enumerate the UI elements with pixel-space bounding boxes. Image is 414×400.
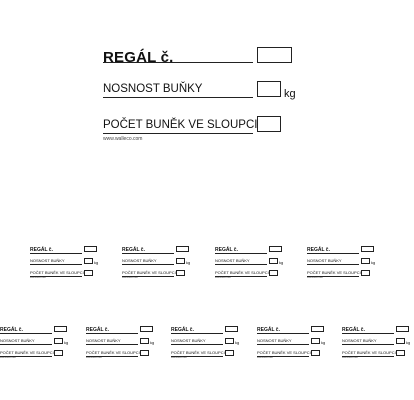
divider-line — [0, 333, 52, 334]
shelf-number-box — [176, 246, 189, 252]
shelf-number-box — [84, 246, 97, 252]
cells-per-column-box — [311, 350, 320, 356]
divider-line — [257, 333, 309, 334]
shelf-number-label: REGÁL č. — [122, 247, 145, 253]
shelf-number-box — [269, 246, 282, 252]
cell-capacity-label: NOSNOST BUŇKY — [342, 338, 377, 343]
cell-capacity-box — [396, 338, 405, 344]
shelf-label-small — [215, 246, 287, 282]
cells-per-column-box — [269, 270, 278, 276]
website-text: www.walleco.com — [86, 357, 102, 359]
divider-line — [30, 253, 82, 254]
weight-unit: kg — [235, 340, 240, 345]
cell-capacity-box — [225, 338, 234, 344]
divider-line — [86, 333, 138, 334]
cells-per-column-label: POČET BUNĚK VE SLOUPCI — [215, 270, 269, 275]
shelf-number-box — [54, 326, 67, 332]
divider-line — [86, 344, 138, 345]
shelf-label-small — [30, 246, 102, 282]
cells-per-column-box — [257, 116, 281, 132]
cell-capacity-label: NOSNOST BUŇKY — [257, 338, 292, 343]
divider-line — [215, 253, 267, 254]
shelf-number-box — [311, 326, 324, 332]
cell-capacity-box — [176, 258, 185, 264]
cell-capacity-label: NOSNOST BUŇKY — [86, 338, 121, 343]
shelf-number-box — [396, 326, 409, 332]
shelf-number-label: REGÁL č. — [215, 247, 238, 253]
cell-capacity-box — [140, 338, 149, 344]
divider-line — [342, 333, 394, 334]
shelf-number-label: REGÁL č. — [103, 49, 174, 66]
cells-per-column-label: POČET BUNĚK VE SLOUPCI — [307, 270, 361, 275]
weight-unit: kg — [284, 88, 296, 100]
divider-line — [103, 133, 253, 134]
cell-capacity-box — [361, 258, 370, 264]
weight-unit: kg — [279, 260, 284, 265]
shelf-number-label: REGÁL č. — [257, 327, 280, 333]
cell-capacity-label: NOSNOST BUŇKY — [171, 338, 206, 343]
website-text: www.walleco.com — [122, 277, 138, 279]
website-text: www.walleco.com — [103, 136, 143, 142]
divider-line — [342, 344, 394, 345]
cells-per-column-box — [361, 270, 370, 276]
divider-line — [0, 344, 52, 345]
shelf-label-small — [171, 326, 243, 362]
shelf-label-small — [86, 326, 158, 362]
cells-per-column-label: POČET BUNĚK VE SLOUPCI — [257, 350, 311, 355]
divider-line — [215, 264, 267, 265]
cells-per-column-box — [140, 350, 149, 356]
divider-line — [122, 253, 174, 254]
cell-capacity-label: NOSNOST BUŇKY — [215, 258, 250, 263]
cells-per-column-box — [54, 350, 63, 356]
divider-line — [307, 253, 359, 254]
shelf-number-label: REGÁL č. — [30, 247, 53, 253]
shelf-number-label: REGÁL č. — [307, 247, 330, 253]
shelf-label-small — [0, 326, 72, 362]
shelf-number-box — [361, 246, 374, 252]
cell-capacity-box — [311, 338, 320, 344]
shelf-number-box — [225, 326, 238, 332]
shelf-label-small — [122, 246, 194, 282]
website-text: www.walleco.com — [257, 357, 273, 359]
cells-per-column-label: POČET BUNĚK VE SLOUPCI — [342, 350, 396, 355]
cells-per-column-box — [396, 350, 405, 356]
website-text: www.walleco.com — [30, 277, 46, 279]
website-text: www.walleco.com — [171, 357, 187, 359]
cells-per-column-box — [84, 270, 93, 276]
website-text: www.walleco.com — [307, 277, 323, 279]
cell-capacity-box — [54, 338, 63, 344]
divider-line — [257, 344, 309, 345]
cells-per-column-label: POČET BUNĚK VE SLOUPCI — [122, 270, 176, 275]
shelf-number-label: REGÁL č. — [171, 327, 194, 333]
weight-unit: kg — [150, 340, 155, 345]
weight-unit: kg — [371, 260, 376, 265]
weight-unit: kg — [406, 340, 411, 345]
shelf-number-label: REGÁL č. — [0, 327, 23, 333]
weight-unit: kg — [64, 340, 69, 345]
divider-line — [307, 264, 359, 265]
shelf-number-box — [140, 326, 153, 332]
cell-capacity-box — [84, 258, 93, 264]
cells-per-column-label: POČET BUNĚK VE SLOUPCI — [171, 350, 225, 355]
weight-unit: kg — [321, 340, 326, 345]
divider-line — [30, 264, 82, 265]
weight-unit: kg — [94, 260, 99, 265]
cells-per-column-label: POČET BUNĚK VE SLOUPCI — [30, 270, 84, 275]
weight-unit: kg — [186, 260, 191, 265]
shelf-label-small — [257, 326, 329, 362]
cells-per-column-box — [225, 350, 234, 356]
cell-capacity-label: NOSNOST BUŇKY — [0, 338, 35, 343]
divider-line — [103, 97, 253, 98]
cells-per-column-label: POČET BUNĚK VE SLOUPCI — [86, 350, 140, 355]
divider-line — [171, 344, 223, 345]
cell-capacity-label: NOSNOST BUŇKY — [122, 258, 157, 263]
cell-capacity-box — [257, 81, 281, 97]
cell-capacity-label: NOSNOST BUŇKY — [307, 258, 342, 263]
shelf-number-label: REGÁL č. — [86, 327, 109, 333]
website-text: www.walleco.com — [0, 357, 16, 359]
shelf-number-label: REGÁL č. — [342, 327, 365, 333]
shelf-label-small — [342, 326, 414, 362]
divider-line — [122, 264, 174, 265]
shelf-label-large — [103, 40, 303, 140]
cells-per-column-label: POČET BUNĚK VE SLOUPCI — [0, 350, 54, 355]
cell-capacity-label: NOSNOST BUŇKY — [30, 258, 65, 263]
cell-capacity-label: NOSNOST BUŇKY — [103, 83, 203, 95]
website-text: www.walleco.com — [342, 357, 358, 359]
shelf-label-small — [307, 246, 379, 282]
divider-line — [171, 333, 223, 334]
cells-per-column-label: POČET BUNĚK VE SLOUPCI — [103, 119, 258, 131]
divider-line — [103, 62, 253, 63]
shelf-number-box — [257, 47, 292, 63]
cell-capacity-box — [269, 258, 278, 264]
website-text: www.walleco.com — [215, 277, 231, 279]
cells-per-column-box — [176, 270, 185, 276]
